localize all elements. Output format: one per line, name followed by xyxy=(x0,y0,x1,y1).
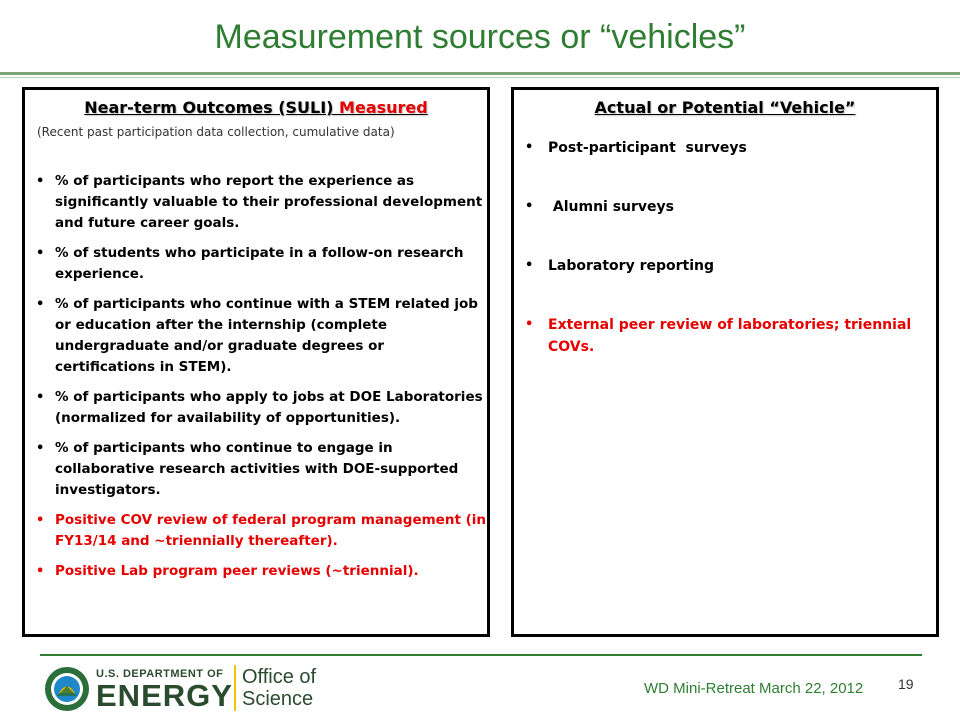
outcomes-heading-main: Near-term Outcomes (SULI) xyxy=(84,98,340,117)
office-of-science xyxy=(242,666,316,710)
outcome-item: • Positive Lab program peer reviews (~triennial). xyxy=(25,561,487,582)
logo-divider xyxy=(234,665,236,711)
outcomes-list xyxy=(25,171,487,582)
vehicle-item: • External peer review of laboratories; triennial COVs. xyxy=(514,314,936,358)
outcomes-subnote: (Recent past participation data collection, cumulative data) xyxy=(37,125,395,139)
doe-seal-icon xyxy=(44,666,90,712)
outcomes-heading-measured: Measured xyxy=(339,98,428,117)
page-number: 19 xyxy=(898,676,914,692)
vehicle-list xyxy=(514,137,936,358)
doe-logo xyxy=(96,668,233,712)
event-footer-text: WD Mini-Retreat March 22, 2012 xyxy=(644,680,864,697)
office-line-1: Office of xyxy=(242,666,317,688)
office-line-2: Science xyxy=(242,688,314,710)
outcome-item: • % of participants who continue to engage in collaborative research activities with DOE-supported investigators. xyxy=(25,438,487,501)
outcome-item: • Positive COV review of federal program management (in FY13/14 and ~triennially thereafter). xyxy=(25,510,487,552)
vehicle-heading: Actual or Potential “Vehicle” xyxy=(594,98,856,117)
vehicle-item: • Laboratory reporting xyxy=(514,255,936,277)
doe-logo-energy: ENERGY xyxy=(96,678,233,713)
title-underline-thin xyxy=(0,77,960,78)
footer-rule xyxy=(40,654,922,656)
doe-logo-top: U.S. DEPARTMENT OF xyxy=(96,668,224,680)
title-underline xyxy=(0,72,960,75)
outcomes-heading xyxy=(25,98,487,117)
vehicle-item: • Post-participant surveys xyxy=(514,137,936,159)
outcome-item: • % of participants who apply to jobs at DOE Laboratories (normalized for availability of opportunities). xyxy=(25,387,487,429)
outcomes-panel xyxy=(22,87,490,637)
slide-title: Measurement sources or “vehicles” xyxy=(214,18,746,56)
outcome-item: • % of participants who continue with a STEM related job or education after the internship (complete undergraduate and/or graduate degrees or certifications in STEM). xyxy=(25,294,487,378)
vehicle-panel xyxy=(511,87,939,637)
outcome-item: • % of students who participate in a follow-on research experience. xyxy=(25,243,487,285)
outcome-item: • % of participants who report the experience as significantly valuable to their professional development and future career goals. xyxy=(25,171,487,234)
vehicle-item: • Alumni surveys xyxy=(514,196,936,218)
